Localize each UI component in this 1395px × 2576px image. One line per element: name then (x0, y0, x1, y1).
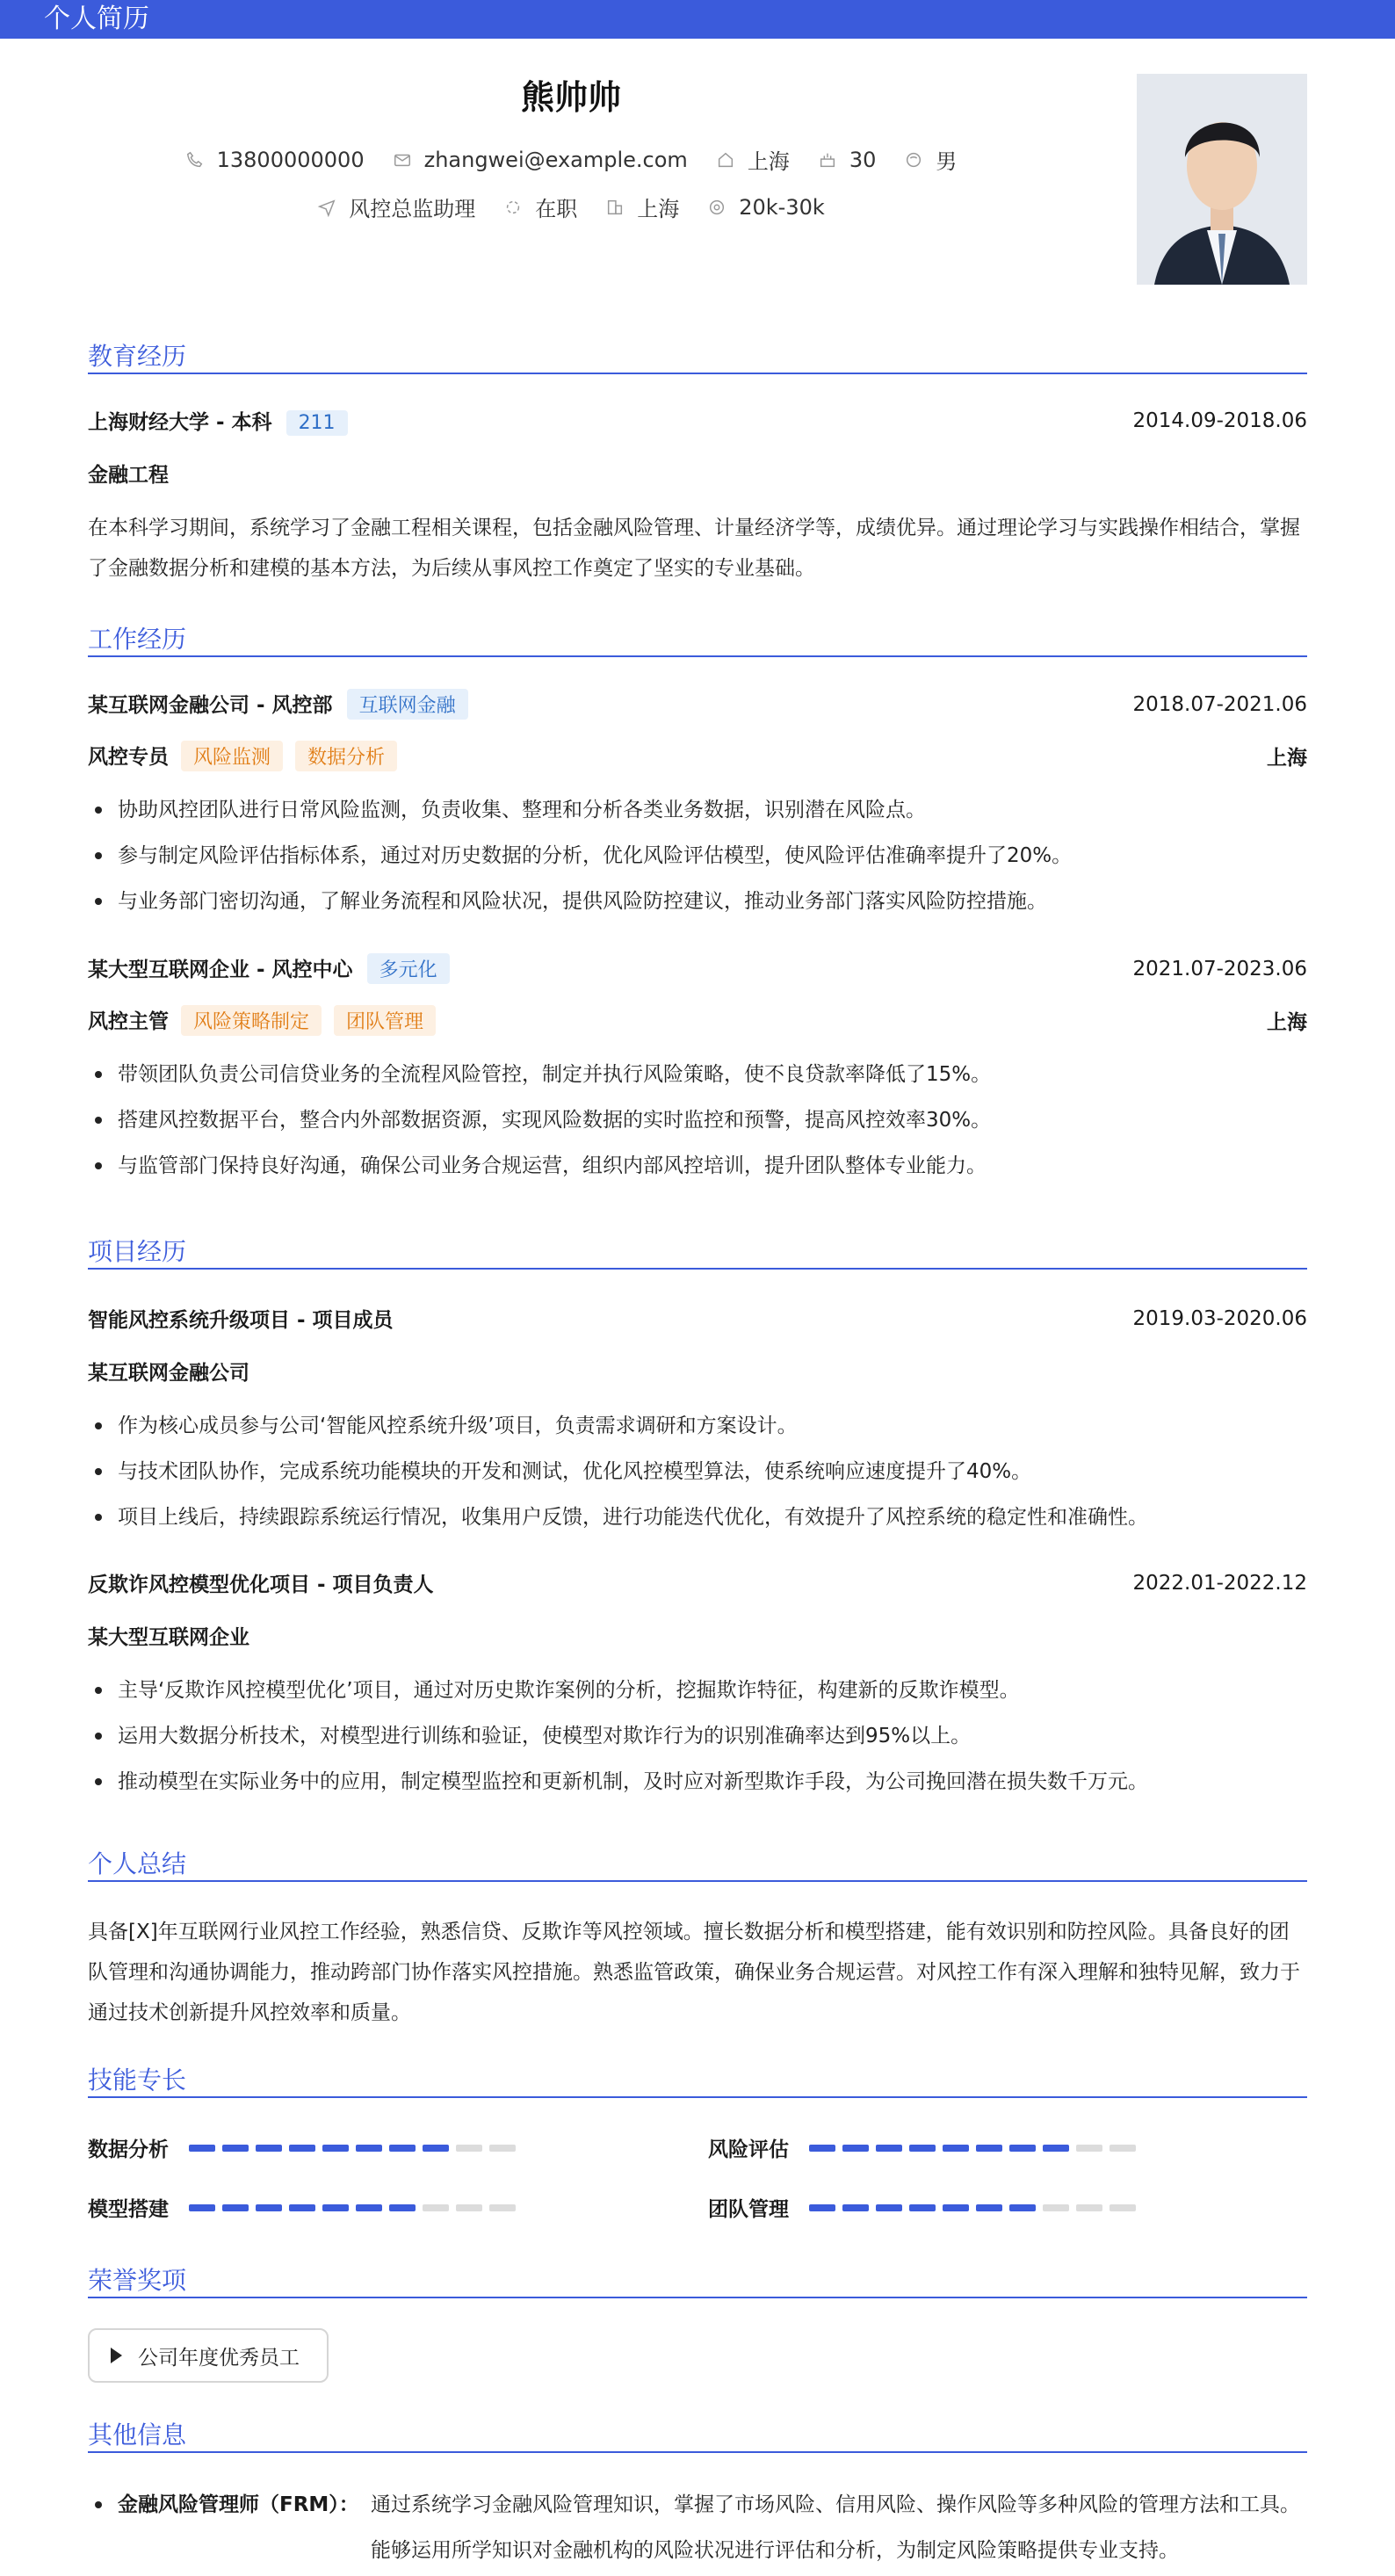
skill-level-segment (943, 2204, 969, 2211)
skill-item (88, 2133, 516, 2162)
city-info (605, 192, 679, 222)
face-icon (904, 150, 923, 170)
work-bullets (88, 787, 1307, 924)
contact-row (0, 144, 1142, 175)
skill-level-segment (809, 2145, 835, 2152)
skill-level-segment (1109, 2145, 1136, 2152)
list-item: 主导‘反欺诈风控模型优化’项目，通过对历史欺诈案例的分析，挖掘欺诈特征，构建新的反欺诈模型。 (88, 1668, 1307, 1713)
work-date: 2021.07-2023.06 (1132, 957, 1307, 980)
location-text: 上海 (747, 149, 790, 174)
list-item: 推动模型在实际业务中的应用，制定模型监控和更新机制，及时应对新型欺诈手段，为公司挽回潜在损失数千万元。 (88, 1759, 1307, 1805)
building-icon (605, 198, 625, 217)
skill-level-segment (256, 2204, 282, 2211)
certificate-description: 通过系统学习金融风险管理知识，掌握了市场风险、信用风险、操作风险等多种风险的管理方法和工具。能够运用所学知识对金融机构的风险状况进行评估和分析，为制定风险策略提供专业支持。 (371, 2493, 1300, 2562)
skill-level-segment (289, 2204, 315, 2211)
skill-level-segment (356, 2204, 382, 2211)
status-icon (503, 198, 523, 217)
skill-item (708, 2133, 1136, 2162)
skill-level-bar (809, 2145, 1136, 2152)
project-org-row (88, 1357, 1307, 1386)
skill-level-segment (976, 2145, 1002, 2152)
list-item: 带领团队负责公司信贷业务的全流程风险管控，制定并执行风险策略，使不良贷款率降低了15%。 (88, 1052, 1307, 1097)
work-role-tag: 数据分析 (295, 741, 397, 771)
skill-item (88, 2193, 516, 2222)
position-info (317, 192, 475, 222)
project-title: 智能风控系统升级项目 - 项目成员 (88, 1309, 394, 1332)
skill-level-segment (456, 2145, 482, 2152)
skill-level-segment (842, 2204, 869, 2211)
skill-name: 团队管理 (708, 2198, 789, 2221)
skill-level-segment (909, 2145, 936, 2152)
skill-level-segment (256, 2145, 282, 2152)
skill-level-segment (809, 2204, 835, 2211)
work-role: 风控专员 (88, 746, 169, 769)
gender-info (904, 144, 957, 175)
salary-text: 20k-30k (739, 194, 825, 220)
section-divider (88, 2096, 1307, 2098)
play-icon (111, 2348, 122, 2363)
list-item: 参与制定风险评估指标体系，通过对历史数据的分析，优化风险评估模型，使风险评估准确率提升了20%。 (88, 833, 1307, 879)
certificate-label: 金融风险管理师（FRM）： (118, 2493, 359, 2516)
project-bullets (88, 1668, 1307, 1805)
school-name: 上海财经大学 - 本科 (88, 411, 272, 434)
status-text: 在职 (535, 197, 578, 221)
skill-level-segment (222, 2145, 249, 2152)
summary-text: 具备[X]年互联网行业风控工作经验，熟悉信贷、反欺诈等风控领域。擅长数据分析和模型搭建，能有效识别和防控风险。具备良好的团队管理和沟通协调能力，推动跨部门协作落实风控措施。熟悉监管政策，确保业务合规运营。对风控工作有深入理解和独特见解，致力于通过技术创新提升风控效率和质量。 (88, 1921, 1300, 2024)
phone-info (185, 148, 365, 172)
education-date: 2014.09-2018.06 (1132, 409, 1307, 432)
award-item[interactable] (88, 2328, 329, 2383)
skill-level-segment (356, 2145, 382, 2152)
project-title: 反欺诈风控模型优化项目 - 项目负责人 (88, 1574, 434, 1596)
phone-text: 13800000000 (216, 147, 365, 172)
skill-name: 数据分析 (88, 2138, 169, 2161)
education-description: 在本科学习期间，系统学习了金融工程相关课程，包括金融风险管理、计量经济学等，成绩优异。通过理论学习与实践操作相结合，掌握了金融数据分析和建模的基本方法，为后续从事风控工作奠定了坚实的专业基础。 (88, 517, 1300, 580)
skill-level-segment (1109, 2204, 1136, 2211)
send-icon (317, 198, 336, 217)
position-text: 风控总监助理 (349, 197, 476, 221)
list-item: 项目上线后，持续跟踪系统运行情况，收集用户反馈，进行功能迭代优化，有效提升了风控系统的稳定性和准确性。 (88, 1494, 1307, 1540)
project-header (88, 1568, 1307, 1597)
skill-level-segment (289, 2145, 315, 2152)
skill-level-segment (322, 2204, 349, 2211)
section-title-education: 教育经历 (88, 342, 187, 371)
skill-level-segment (322, 2145, 349, 2152)
project-org-row (88, 1621, 1307, 1650)
work-date: 2018.07-2021.06 (1132, 692, 1307, 716)
work-role-tag: 风险监测 (181, 741, 283, 771)
skill-level-segment (1009, 2145, 1036, 2152)
project-org: 某大型互联网企业 (88, 1626, 249, 1649)
list-item: 与监管部门保持良好沟通，确保公司业务合规运营，组织内部风控培训，提升团队整体专业能力。 (88, 1143, 1307, 1189)
list-item: 与技术团队协作，完成系统功能模块的开发和测试，优化风控模型算法，使系统响应速度提升了40%。 (88, 1449, 1307, 1494)
section-divider (88, 1268, 1307, 1270)
skill-level-segment (943, 2145, 969, 2152)
skill-level-segment (1076, 2204, 1102, 2211)
section-divider (88, 2297, 1307, 2298)
skill-level-segment (389, 2204, 416, 2211)
home-icon (716, 150, 735, 170)
list-item: 运用大数据分析技术，对模型进行训练和验证，使模型对欺诈行为的识别准确率达到95%以上。 (88, 1713, 1307, 1759)
email-icon (393, 150, 412, 170)
skill-name: 风险评估 (708, 2138, 789, 2161)
education-header (88, 406, 1307, 436)
section-divider (88, 373, 1307, 374)
gender-text: 男 (936, 149, 958, 174)
skill-level-segment (1043, 2204, 1069, 2211)
skill-level-segment (423, 2145, 449, 2152)
age-info (818, 148, 877, 172)
work-header (88, 689, 1307, 720)
skill-level-bar (189, 2145, 516, 2152)
major-name: 金融工程 (88, 464, 169, 487)
location-info (716, 144, 790, 175)
skill-level-segment (489, 2204, 516, 2211)
phone-icon (185, 150, 205, 170)
skill-level-segment (456, 2204, 482, 2211)
cake-icon (818, 150, 837, 170)
status-info (503, 192, 577, 222)
section-title-projects: 项目经历 (88, 1237, 187, 1266)
skill-level-segment (909, 2204, 936, 2211)
skill-level-segment (1076, 2145, 1102, 2152)
skill-level-segment (842, 2145, 869, 2152)
skill-name: 模型搭建 (88, 2198, 169, 2221)
resume-title: 个人简历 (44, 4, 149, 34)
skill-level-segment (423, 2204, 449, 2211)
job-intent-row (0, 192, 1142, 222)
section-divider (88, 655, 1307, 657)
work-header (88, 953, 1307, 984)
skill-level-segment (976, 2204, 1002, 2211)
email-text: zhangwei@example.com (423, 147, 688, 172)
work-location: 上海 (1267, 747, 1307, 770)
list-item: 作为核心成员参与公司‘智能风控系统升级’项目，负责需求调研和方案设计。 (88, 1403, 1307, 1449)
section-divider (88, 1880, 1307, 1882)
work-role-tag: 团队管理 (334, 1005, 436, 1036)
project-bullets (88, 1403, 1307, 1540)
award-label: 公司年度优秀员工 (138, 2346, 300, 2370)
list-item: 与业务部门密切沟通，了解业务流程和风险状况，提供风险防控建议，推动业务部门落实风险防控措施。 (88, 879, 1307, 924)
project-org: 某互联网金融公司 (88, 1362, 249, 1385)
section-divider (88, 2451, 1307, 2453)
skill-level-segment (389, 2145, 416, 2152)
skill-level-segment (489, 2145, 516, 2152)
skill-level-segment (189, 2204, 215, 2211)
age-text: 30 (849, 147, 877, 172)
skill-level-segment (876, 2204, 902, 2211)
skill-level-segment (1043, 2145, 1069, 2152)
work-bullets (88, 1052, 1307, 1189)
salary-info (707, 195, 825, 220)
project-header (88, 1304, 1307, 1333)
section-title-summary: 个人总结 (88, 1849, 187, 1878)
work-company: 某互联网金融公司 - 风控部 (88, 694, 333, 717)
profile-photo (1137, 74, 1307, 285)
skill-level-segment (1009, 2204, 1036, 2211)
skill-level-bar (809, 2204, 1136, 2211)
list-item: 协助风控团队进行日常风险监测，负责收集、整理和分析各类业务数据，识别潜在风险点。 (88, 787, 1307, 833)
bullet-dot (95, 2501, 102, 2508)
work-role: 风控主管 (88, 1010, 169, 1033)
work-role-tag: 风险策略制定 (181, 1005, 322, 1036)
city-text: 上海 (637, 197, 680, 221)
section-title-awards: 荣誉奖项 (88, 2266, 187, 2295)
section-title-skills: 技能专长 (88, 2066, 187, 2095)
section-title-work: 工作经历 (88, 625, 187, 654)
work-role-row (88, 741, 1307, 771)
skill-level-segment (876, 2145, 902, 2152)
salary-icon (707, 198, 726, 217)
work-role-row (88, 1005, 1307, 1036)
list-item: 搭建风控数据平台，整合内外部数据资源，实现风险数据的实时监控和预警，提高风控效率30%。 (88, 1097, 1307, 1143)
skill-item (708, 2193, 1136, 2222)
candidate-name: 熊帅帅 (520, 78, 621, 117)
section-title-other: 其他信息 (88, 2420, 187, 2449)
project-date: 2019.03-2020.06 (1132, 1306, 1307, 1330)
school-tag: 211 (286, 410, 348, 436)
skill-level-segment (222, 2204, 249, 2211)
work-company-tag: 多元化 (367, 953, 450, 984)
work-company-tag: 互联网金融 (347, 689, 468, 720)
email-info (393, 148, 688, 172)
work-company: 某大型互联网企业 - 风控中心 (88, 959, 353, 981)
skill-level-bar (189, 2204, 516, 2211)
avatar-illustration (1137, 74, 1307, 285)
project-date: 2022.01-2022.12 (1132, 1571, 1307, 1595)
top-banner (0, 0, 1395, 39)
work-location: 上海 (1267, 1011, 1307, 1034)
skill-level-segment (189, 2145, 215, 2152)
major-row (88, 459, 1307, 488)
